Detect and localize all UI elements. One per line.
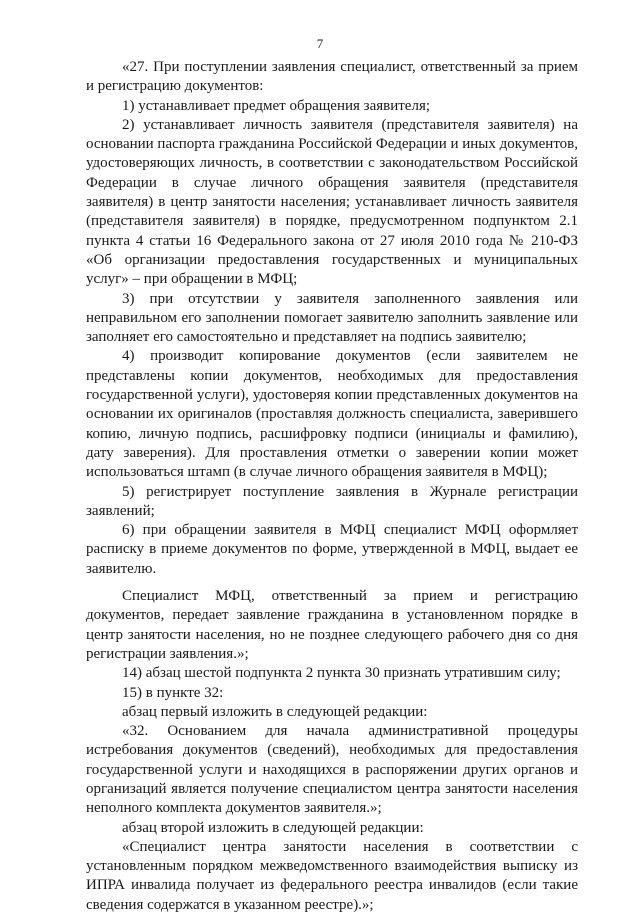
document-body: [86, 58, 578, 915]
paragraph-27-intro: «27. При поступлении заявления специалист, ответственный за прием и регистрацию документов:: [86, 59, 578, 95]
paragraph-item-2: 2) устанавливает личность заявителя (представителя заявителя) на основании паспорта гражданина Российской Федерации и иных документов, удостоверяющих личность, в соответствии с законодательством Российской Федерации в случае личного обращения заявителя (представителя заявителя) в центр занятости населения; устанавливает личность заявителя (представителя заявителя) в порядке, предусмотренном подпунктом 2.1 пункта 4 статьи 16 Федерального закона от 27 июля 2010 года № 210-ФЗ «Об организации предоставления государственных и муниципальных услуг» – при обращении в МФЦ;: [86, 116, 579, 288]
paragraph-amendment-15: 15) в пункте 32:: [122, 684, 224, 701]
paragraph-second-abzac: абзац второй изложить в следующей редакции:: [122, 819, 424, 836]
paragraph-item-4: 4) производит копирование документов (если заявителем не представлены копии документов, необходимых для предоставления государственной услуги), удостоверяя копии представленных документов на основании их оригиналов (проставляя должность специалиста, заверившего копию, личную подпись, расшифровку подписи (инициалы и фамилию), дату заверения). Для проставления отметки о заверении копии может использоваться штамп (в случае личного обращения заявителя в МФЦ);: [86, 348, 578, 481]
paragraph-first-abzac: абзац первый изложить в следующей редакции:: [122, 703, 428, 720]
paragraph-specialist-czn: «Специалист центра занятости населения в соответствии с установленным порядком межведомственного взаимодействия выписку из ИПРА инвалида получает из федерального реестра инвалидов (если такие сведения содержатся в указанном реестре).»;: [86, 838, 578, 913]
paragraph-item-3: 3) при отсутствии у заявителя заполненного заявления или неправильном его заполнении помогает заявителю заполнить заявление или заполняет его самостоятельно и представляет на подпись заявителю;: [86, 290, 578, 346]
paragraph-item-6: 6) при обращении заявителя в МФЦ специалист МФЦ оформляет расписку в приеме документов по форме, утвержденной в МФЦ, выдает ее заявителю.: [86, 522, 578, 577]
paragraph-specialist-mfc: Специалист МФЦ, ответственный за прием и регистрацию документов, передает заявление гражданина в установленном порядке в центр занятости населения, но не позднее следующего рабочего дня со дня регистрации заявления.»;: [86, 588, 578, 662]
paragraph-amendment-14: 14) абзац шестой подпункта 2 пункта 30 признать утратившим силу;: [122, 665, 561, 682]
paragraph-item-1: 1) устанавливает предмет обращения заявителя;: [122, 97, 431, 114]
paragraph-item-5: 5) регистрирует поступление заявления в Журнале регистрации заявлений;: [86, 483, 578, 519]
page-number: 7: [316, 36, 324, 51]
paragraph-32: «32. Основанием для начала административной процедуры истребования документов (сведений), необходимых для предоставления государственной услуги и находящихся в распоряжении других органов и организаций является получение специалистом центра занятости населения неполного комплекта документов заявителя.»;: [86, 723, 578, 817]
